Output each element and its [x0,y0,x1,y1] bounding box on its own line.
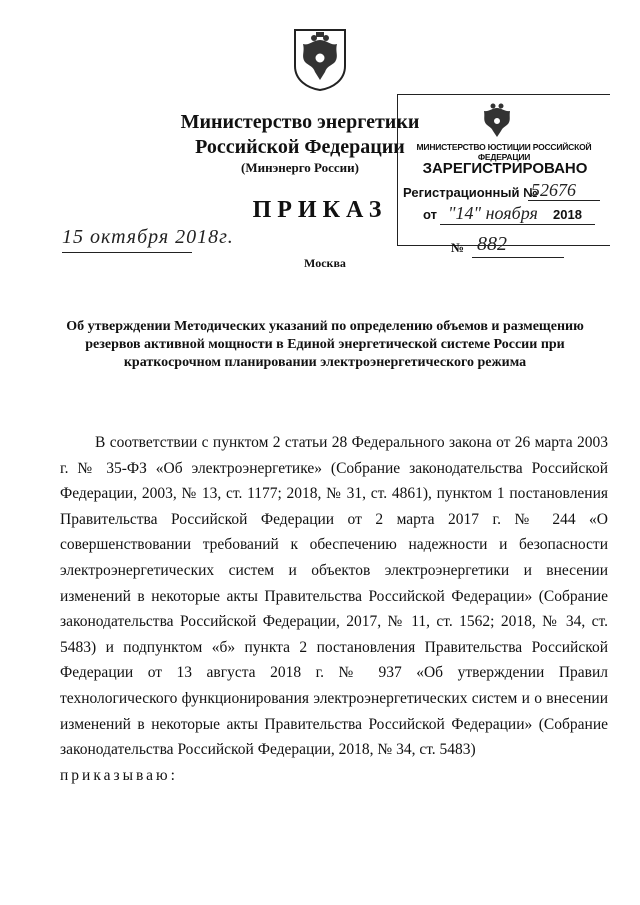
ministry-short-name: (Минэнерго России) [241,160,359,175]
order-body [60,430,608,788]
handwritten-date: 15 октября 2018г. [62,226,234,248]
order-directive: приказываю: [60,766,178,784]
ministry-name-line1: Министерство энергетики [180,111,420,133]
stamp-reg-number-underline [528,200,600,201]
document-type-heading: ПРИКАЗ [252,197,388,223]
stamp-from-date: "14" ноября [448,203,538,223]
ministry-name-line2: Российской Федерации [195,136,405,158]
stamp-from-underline [440,224,595,225]
order-number: 882 [477,233,507,255]
city-label: Москва [304,256,346,270]
stamp-reg-number: 52676 [531,180,576,200]
date-underline [62,252,192,253]
order-number-label: № [451,240,465,255]
stamp-from-year: 2018 [553,207,582,222]
order-number-underline [472,257,564,258]
stamp-emblem-icon [475,100,519,144]
stamp-ministry-name: МИНИСТЕРСТВО ЮСТИЦИИ РОССИЙСКОЙ ФЕДЕРАЦИИ [416,142,592,162]
coat-of-arms-emblem [289,26,351,92]
stamp-from-label: от [423,207,437,222]
order-title: Об утверждении Методических указаний по определению объемов и размещению резервов активной мощности в Единой энергетической системе России при краткосрочном планировании электроэнергетического режима [66,319,584,370]
stamp-reg-number-label: Регистрационный № [403,185,538,200]
body-paragraph: В соответствии с пунктом 2 статьи 28 Федерального закона от 26 марта 2003 г. № 35-ФЗ «Об электроэнергетике» (Собрание законодательства Российской Федерации, 2003, № 13, ст. 1177; 2018, № 31, ст. 4861), пунктом 1 постановления Правительства Российской Федерации от 2 марта 2017 г. № 244 «О совершенствовании требований к обеспечению надежности и безопасности электроэнергетических систем и объектов электроэнергетики и внесении изменений в некоторые акты Правительства Российской Федерации» (Собрание законодательства Российской Федерации, 2017, № 11, ст. 1562; 2018, № 34, ст. 5483) и подпунктом «б» пункта 2 постановления Правительства Российской Федерации от 13 августа 2018 г. № 937 «Об утверждении Правил технологического функционирования электроэнергетических систем и о внесении изменений в некоторые акты Правительства Российской Федерации» (Собрание законодательства Российской Федерации, 2018, № 34, ст. 5483) [60,434,608,759]
stamp-registered-label: ЗАРЕГИСТРИРОВАНО [422,160,588,177]
